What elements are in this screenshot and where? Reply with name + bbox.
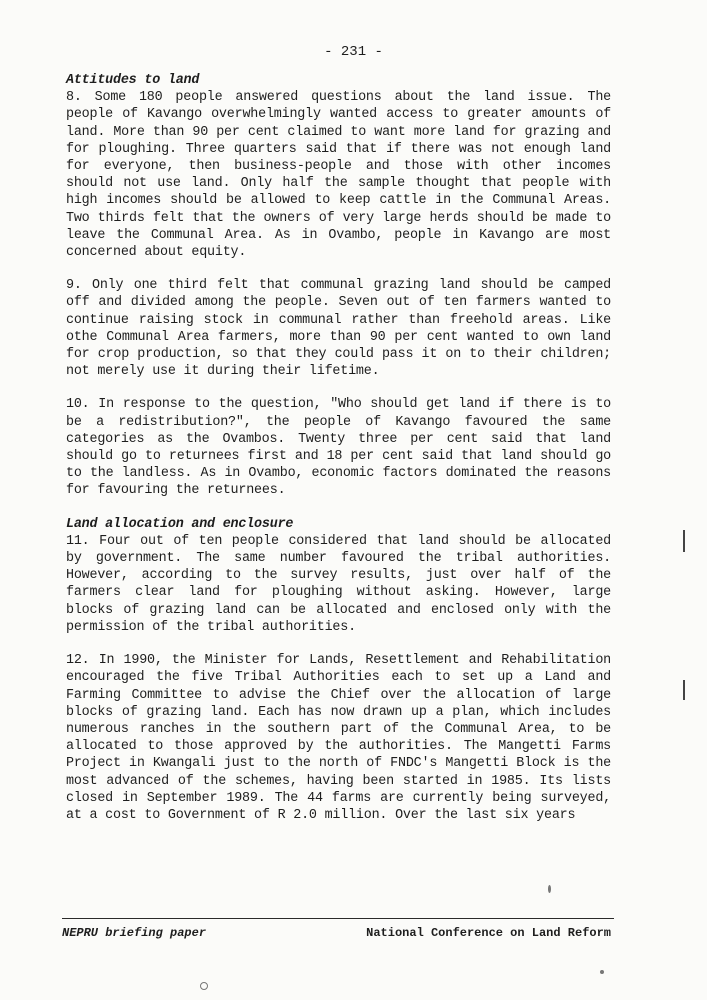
section-heading-attitudes: Attitudes to land — [66, 73, 200, 88]
margin-mark — [683, 680, 685, 700]
footer-rule — [62, 918, 614, 919]
section-heading-allocation: Land allocation and enclosure — [66, 516, 294, 532]
paragraph-10: 10. In response to the question, "Who should get land if there is to be a redistribution?", the people of Kavango favoured the same categories as the Ovambos. Twenty three per cent said that land should go to returnees first and 18 per cent said that land should go to the landless. As in Ovambo, economic factors dominated the reasons for favouring the returnees. — [66, 397, 611, 499]
paragraph-11: 11. Four out of ten people considered that land should be allocated by government. The same number favoured the tribal authorities. However, according to the survey results, just over half of the farmers clear land for ploughing without asking. However, large blocks of grazing land can be allocated and enclosed only with the permission of the tribal authorities. — [66, 533, 611, 635]
scan-speck — [200, 982, 208, 990]
page-number: - 231 - — [324, 44, 383, 60]
paragraph-8: 8. Some 180 people answered questions about the land issue. The people of Kavango overwhelmingly wanted access to greater amounts of land. More than 90 per cent claimed to want more land for grazing and for ploughing. Three quarters said that if there was not enough land for everyone, then business-people and those with other incomes should not use land. Only half the sample thought that people with high incomes should be allowed to keep cattle in the Communal Areas. Two thirds felt that the owners of very large herds should be made to leave the Communal Area. As in Ovambo, people in Kavango are most concerned about equity. — [66, 90, 611, 261]
margin-mark — [683, 530, 685, 552]
footer-right-text: National Conference on Land Reform — [366, 926, 611, 940]
footer-left-text: NEPRU briefing paper — [62, 926, 207, 940]
scan-speck — [548, 885, 551, 893]
scan-speck — [600, 970, 604, 974]
paragraph-12: 12. In 1990, the Minister for Lands, Resettlement and Rehabilitation encouraged the five Tribal Authorities each to set up a Land and Farming Committee to advise the Chief over the allocation of large blocks of grazing land. Each has now drawn up a plan, which includes numerous ranches in the southern part of the Communal Area, to be allocated to those approved by the authorities. The Mangetti Farms Project in Kwangali just to the north of FNDC's Mangetti Block is the most advanced of the schemes, having been started in 1985. Its lists closed in September 1989. The 44 farms are currently being surveyed, at a cost to Government of R 2.0 million. Over the last six years — [66, 653, 611, 823]
paragraph-9: 9. Only one third felt that communal grazing land should be camped off and divided among the people. Seven out of ten farmers wanted to continue raising stock in communal rather than freehold areas. Like othe Communal Area farmers, more than 90 per cent wanted to own land for crop production, so that they could pass it on to their children; not merely use it during their lifetime. — [66, 278, 611, 380]
document-body — [66, 72, 611, 824]
